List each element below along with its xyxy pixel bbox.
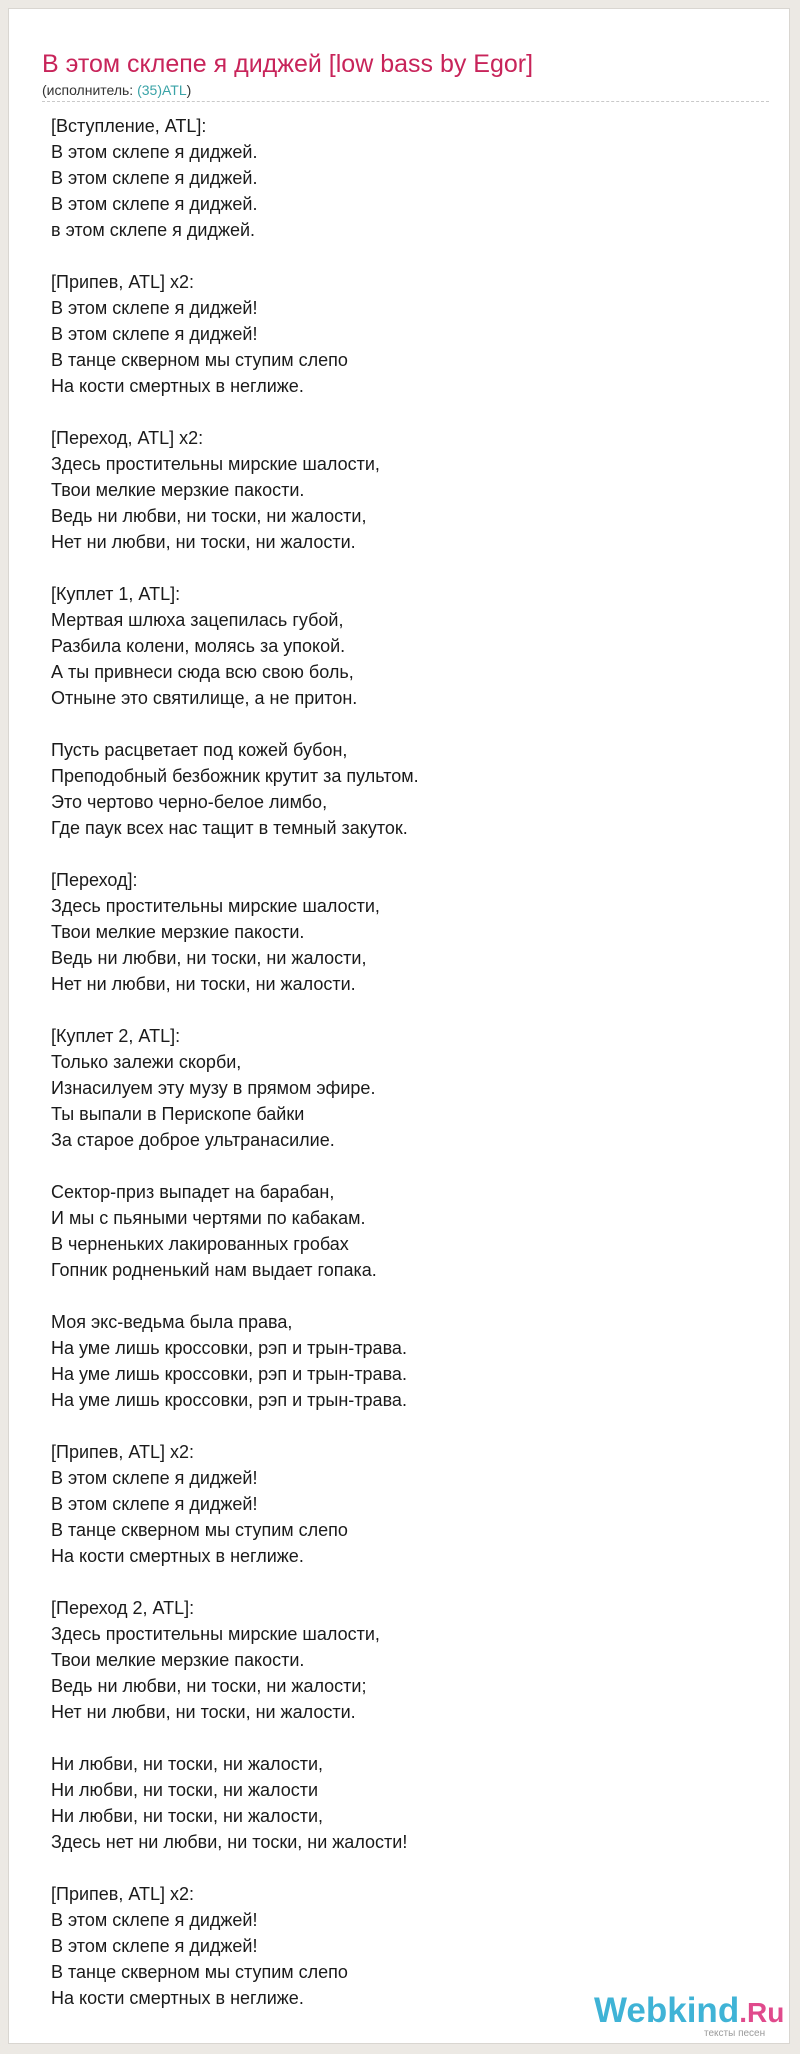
lyrics-line: [Припев, ATL] x2: xyxy=(51,1884,195,1904)
lyrics-text xyxy=(51,113,751,2011)
lyrics-line: Мертвая шлюха зацепилась губой, xyxy=(51,610,344,630)
lyrics-line: Сектор-приз выпадет на барабан, xyxy=(51,1182,335,1202)
lyrics-line: В этом склепе я диджей! xyxy=(51,1494,258,1514)
lyrics-line: Твои мелкие мерзкие пакости. xyxy=(51,922,305,942)
lyrics-line: Нет ни любви, ни тоски, ни жалости. xyxy=(51,532,356,552)
lyrics-line: В этом склепе я диджей! xyxy=(51,324,258,344)
site-logo[interactable] xyxy=(594,1991,784,2041)
lyrics-line: И мы с пьяными чертями по кабакам. xyxy=(51,1208,366,1228)
lyrics-line: Гопник родненький нам выдает гопака. xyxy=(51,1260,377,1280)
lyrics-line: [Куплет 1, ATL]: xyxy=(51,584,181,604)
lyrics-line: Твои мелкие мерзкие пакости. xyxy=(51,480,305,500)
lyrics-blank-line xyxy=(51,1855,751,1881)
lyrics-blank-line xyxy=(51,1569,751,1595)
lyrics-line: Разбила колени, молясь за упокой. xyxy=(51,636,346,656)
lyrics-line: Ни любви, ни тоски, ни жалости, xyxy=(51,1754,324,1774)
lyrics-line: [Переход 2, ATL]: xyxy=(51,1598,195,1618)
lyrics-line: В этом склепе я диджей! xyxy=(51,1936,258,1956)
lyrics-blank-line xyxy=(51,243,751,269)
lyrics-line: Только залежи скорби, xyxy=(51,1052,242,1072)
lyrics-line: В этом склепе я диджей! xyxy=(51,298,258,318)
artist-prefix: (исполнитель: xyxy=(42,82,138,98)
lyrics-line: На кости смертных в неглиже. xyxy=(51,1988,304,2008)
lyrics-line: В танце скверном мы ступим слепо xyxy=(51,1520,348,1540)
lyrics-line: На кости смертных в неглиже. xyxy=(51,376,304,396)
lyrics-blank-line xyxy=(51,555,751,581)
lyrics-line: [Вступление, ATL]: xyxy=(51,116,207,136)
lyrics-line: Ни любви, ни тоски, ни жалости, xyxy=(51,1806,324,1826)
lyrics-line: На кости смертных в неглиже. xyxy=(51,1546,304,1566)
lyrics-line: На уме лишь кроссовки, рэп и трын-трава. xyxy=(51,1364,407,1384)
lyrics-line: [Куплет 2, ATL]: xyxy=(51,1026,181,1046)
lyrics-line: Пусть расцветает под кожей бубон, xyxy=(51,740,348,760)
artist-line xyxy=(42,81,191,99)
lyrics-line: Изнасилуем эту музу в прямом эфире. xyxy=(51,1078,376,1098)
lyrics-line: Ведь ни любви, ни тоски, ни жалости, xyxy=(51,506,367,526)
lyrics-blank-line xyxy=(51,1725,751,1751)
lyrics-line: [Припев, ATL] x2: xyxy=(51,272,195,292)
lyrics-line: В этом склепе я диджей. xyxy=(51,168,258,188)
logo-name: Webkind xyxy=(594,1991,740,2030)
lyrics-line: В этом склепе я диджей. xyxy=(51,142,258,162)
lyrics-blank-line xyxy=(51,399,751,425)
logo-tagline: тексты песен xyxy=(704,2028,766,2039)
lyrics-line: Нет ни любви, ни тоски, ни жалости. xyxy=(51,1702,356,1722)
lyrics-blank-line xyxy=(51,997,751,1023)
artist-suffix: ) xyxy=(186,82,192,98)
lyrics-line: Ты выпали в Перископе байки xyxy=(51,1104,305,1124)
lyrics-line: в этом склепе я диджей. xyxy=(51,220,256,240)
lyrics-line: Здесь простительны мирские шалости, xyxy=(51,896,380,916)
lyrics-line: [Переход]: xyxy=(51,870,138,890)
lyrics-line: Где паук всех нас тащит в темный закуток. xyxy=(51,818,408,838)
lyrics-line: Нет ни любви, ни тоски, ни жалости. xyxy=(51,974,356,994)
lyrics-line: В этом склепе я диджей! xyxy=(51,1910,258,1930)
lyrics-blank-line xyxy=(51,1153,751,1179)
lyrics-line: Здесь простительны мирские шалости, xyxy=(51,454,380,474)
lyrics-line: За старое доброе ультранасилие. xyxy=(51,1130,335,1150)
lyrics-line: Здесь нет ни любви, ни тоски, ни жалости! xyxy=(51,1832,408,1852)
lyrics-line: На уме лишь кроссовки, рэп и трын-трава. xyxy=(51,1390,407,1410)
lyrics-line: [Переход, ATL] x2: xyxy=(51,428,204,448)
lyrics-line: В этом склепе я диджей. xyxy=(51,194,258,214)
lyrics-line: Здесь простительны мирские шалости, xyxy=(51,1624,380,1644)
lyrics-line: В этом склепе я диджей! xyxy=(51,1468,258,1488)
lyrics-line: На уме лишь кроссовки, рэп и трын-трава. xyxy=(51,1338,407,1358)
lyrics-blank-line xyxy=(51,1413,751,1439)
lyrics-line: Это чертово черно-белое лимбо, xyxy=(51,792,328,812)
lyrics-line: [Припев, ATL] x2: xyxy=(51,1442,195,1462)
lyrics-line: В танце скверном мы ступим слепо xyxy=(51,1962,348,1982)
lyrics-line: Ни любви, ни тоски, ни жалости xyxy=(51,1780,319,1800)
lyrics-line: Ведь ни любви, ни тоски, ни жалости; xyxy=(51,1676,367,1696)
lyrics-blank-line xyxy=(51,711,751,737)
lyrics-line: Ведь ни любви, ни тоски, ни жалости, xyxy=(51,948,367,968)
lyrics-line: Отныне это святилище, а не притон. xyxy=(51,688,358,708)
lyrics-page xyxy=(8,8,790,2044)
lyrics-line: А ты привнеси сюда всю свою боль, xyxy=(51,662,354,682)
lyrics-line: Моя экс-ведьма была права, xyxy=(51,1312,293,1332)
lyrics-line: В танце скверном мы ступим слепо xyxy=(51,350,348,370)
song-title: В этом склепе я диджей [low bass by Egor] xyxy=(42,50,534,78)
lyrics-blank-line xyxy=(51,1283,751,1309)
logo-tld: .Ru xyxy=(739,1997,785,2028)
lyrics-line: В черненьких лакированных гробах xyxy=(51,1234,349,1254)
artist-link[interactable]: (35)ATL xyxy=(137,82,187,98)
lyrics-line: Преподобный безбожник крутит за пультом. xyxy=(51,766,419,786)
title-divider xyxy=(42,101,769,102)
lyrics-line: Твои мелкие мерзкие пакости. xyxy=(51,1650,305,1670)
lyrics-blank-line xyxy=(51,841,751,867)
logo-wordmark xyxy=(594,1991,784,2033)
